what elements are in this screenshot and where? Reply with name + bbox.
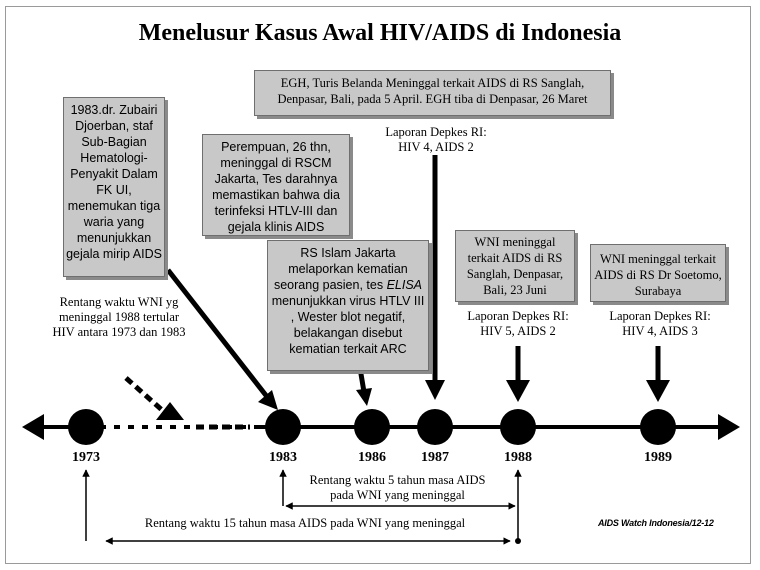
- event-zubairi-box: [63, 97, 165, 277]
- dotted-arrow-1973-1983: [126, 378, 162, 410]
- dot-1987: [417, 409, 453, 445]
- year-1989: 1989: [644, 450, 672, 465]
- report-1988: Laporan Depkes RI: HIV 5, AIDS 2: [467, 309, 569, 338]
- dot-1989: [640, 409, 676, 445]
- span-5-label: Rentang waktu 5 tahun masa AIDS pada WNI yang meninggal: [309, 473, 486, 502]
- event-wni-soetomo-box: [590, 244, 726, 302]
- event-rsij-elisa: ELISA: [386, 278, 422, 292]
- event-rsij-text-a: RS Islam Jakarta melaporkan kematian seorang pasien, tes: [273, 246, 408, 292]
- year-1973: 1973: [72, 450, 100, 465]
- event-wni-sanglah-text: WNI meninggal terkait AIDS di RS Sanglah, Denpasar, Bali, 23 Juni: [466, 235, 564, 297]
- report-1987: Laporan Depkes RI: HIV 4, AIDS 2: [385, 125, 487, 154]
- event-egh-text: EGH, Turis Belanda Meninggal terkait AIDS di RS Sanglah, Denpasar, Bali, pada 5 April. EGH tiba di Denpasar, 26 Maret: [277, 76, 588, 106]
- timeline-left-arrowhead: [22, 414, 44, 440]
- year-1986: 1986: [358, 450, 386, 465]
- event-rsij-box: [267, 240, 429, 371]
- arrowhead-1989: [646, 380, 670, 402]
- arrowhead-1988: [506, 380, 530, 402]
- span-15-label: Rentang waktu 15 tahun masa AIDS pada WNI yang meninggal: [144, 516, 466, 530]
- dot-1986: [354, 409, 390, 445]
- dot-1973: [68, 409, 104, 445]
- watermark: AIDS Watch Indonesia/12-12: [598, 518, 714, 528]
- dot-1988: [500, 409, 536, 445]
- report-1989: Laporan Depkes RI: HIV 4, AIDS 3: [609, 309, 711, 338]
- range-note: Rentang waktu WNI yg meninggal 1988 tertular HIV antara 1973 dan 1983: [52, 295, 186, 339]
- timeline-right-arrowhead: [718, 414, 740, 440]
- event-zubairi-text: 1983.dr. Zubairi Djoerban, staf Sub-Bagian Hematologi-Penyakit Dalam FK UI, menemukan tiga waria yang menunjukkan gejala mirip AIDS: [66, 103, 162, 261]
- span-end-dot-1988: [515, 538, 521, 544]
- arrowhead-1986: [356, 388, 372, 406]
- dotted-arrowhead: [156, 402, 184, 420]
- event-wni-sanglah-box: [455, 230, 575, 302]
- year-1983: 1983: [269, 450, 297, 465]
- arrowhead-1987: [425, 380, 445, 400]
- event-perempuan-box: [202, 134, 350, 236]
- arrow-to-1986: [360, 368, 364, 392]
- dot-1983: [265, 409, 301, 445]
- diagram-title: Menelusur Kasus Awal HIV/AIDS di Indonesia: [138, 20, 622, 46]
- event-rsij-text-b: menunjukkan virus HTLV III , Wester blot negatif, belakangan disebut kematian terkait ARC: [271, 294, 425, 356]
- year-1988: 1988: [504, 450, 532, 465]
- event-perempuan-text: Perempuan, 26 thn, meninggal di RSCM Jakarta, Tes darahnya memastikan bahwa dia terinfeksi HTLV-III dan gejala klinis AIDS: [212, 140, 340, 234]
- year-1987: 1987: [421, 450, 449, 465]
- event-egh-box: [254, 70, 611, 116]
- event-wni-soetomo-text: WNI meninggal terkait AIDS di RS Dr Soetomo, Surabaya: [594, 252, 722, 298]
